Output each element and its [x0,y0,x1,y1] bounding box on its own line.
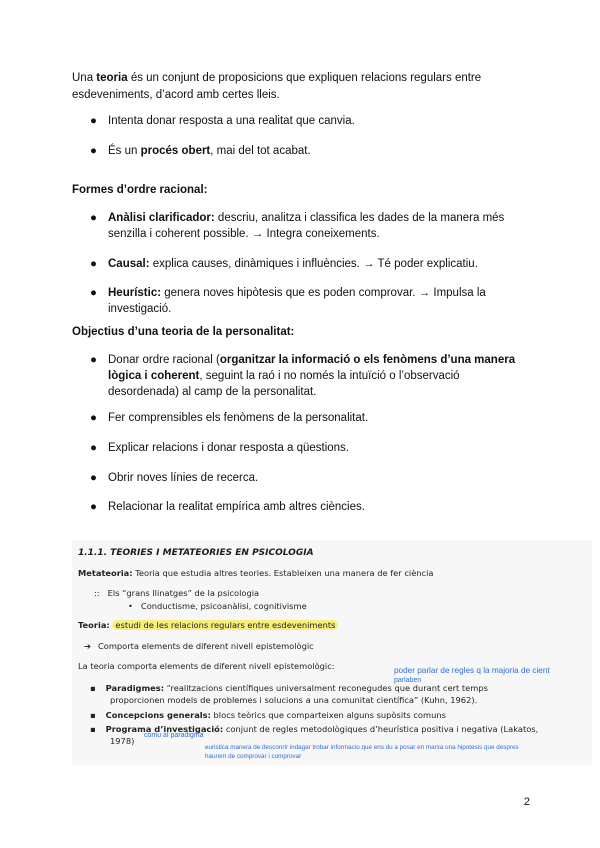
list-item: ● És un procés obert, mai del tot acabat. [90,145,311,157]
slide-line: proporcionen models de problemes i solucions a una comunitat científica” (Kuhn, 1962). [110,695,478,705]
section-heading: Objectius d’una teoria de la personalitat: [72,326,295,338]
intro-paragraph: Una teoria és un conjunt de proposicions que expliquen relacions regulars entre esdeveniments, d’acord amb certes lleis. [72,72,482,101]
highlight: estudi de les relacions regulars entre esdeveniments [112,620,338,630]
slide-line: • Conductisme, psicoanàlisi, cognitivisme [128,601,307,611]
slide-line: ▪ Concepcions generals: blocs teòrics que comparteixen alguns supòsits comuns [90,710,446,720]
list-item: ● Anàlisi clarificador: descriu, analitza i classifica les dades de la manera més senzilla i coherent possible. → Integra coneixements. [90,212,505,240]
section-heading: Formes d’ordre racional: [72,184,208,196]
annotation: haurem de comprovar i comprovar [205,753,302,760]
list-item: ● Causal: explica causes, dinàmiques i influències. → Té poder explicatiu. [90,258,478,270]
slide-line: Teoria: estudi de les relacions regulars entre esdeveniments [78,620,338,630]
annotation: parlaben [394,677,422,684]
list-item: ● Relacionar la realitat empírica amb altres ciències. [90,501,365,513]
annotation: euristica manera de desconrir indagar trobar informacio que ens du a posar en marxa una hipotesis que despres [205,744,519,751]
slide-line: ▪ Programa d’investigació: conjunt de regles metodològiques d’heurística positiva i negativa (Lakatos, [90,724,539,734]
slide-line: ▪ Paradigmes: “realitzacions científiques universalment reconegudes que durant cert temps [90,683,488,693]
list-item: ● Intenta donar resposta a una realitat que canvia. [90,115,355,127]
list-item: ● Heurístic: genera noves hipòtesis que es poden comprovar. → Impulsa la investigació. [90,287,486,315]
list-item: ● Donar ordre racional (organitzar la informació o els fenòmens d’una manera lògica i coherent, seguint la raó i no només la intuïció o l’observació desordenada) al camp de la personalitat. [90,354,516,398]
annotation: poder parlar de regles q la majoria de cient [394,666,550,675]
annotation: comu al paradigma [144,732,204,739]
slide-line: Metateoria: Teoria que estudia altres teories. Estableixen una manera de fer ciència [78,568,434,578]
slide-line: :: Els “grans llinatges” de la psicologia [94,588,260,598]
slide-title: 1.1.1. TEORIES I METATEORIES EN PSICOLOGIA [78,548,314,558]
list-item: ● Explicar relacions i donar resposta a qüestions. [90,442,349,454]
slide-line: La teoria comporta elements de diferent nivell epistemològic: [78,661,335,671]
slide-line: 1978) [110,736,135,746]
list-item: ● Fer comprensibles els fenòmens de la personalitat. [90,412,369,424]
slide-line: ➔ Comporta elements de diferent nivell epistemològic [84,641,314,651]
page-number: 2 [523,796,530,808]
list-item: ● Obrir noves línies de recerca. [90,472,259,484]
embedded-slide-image [72,540,592,765]
